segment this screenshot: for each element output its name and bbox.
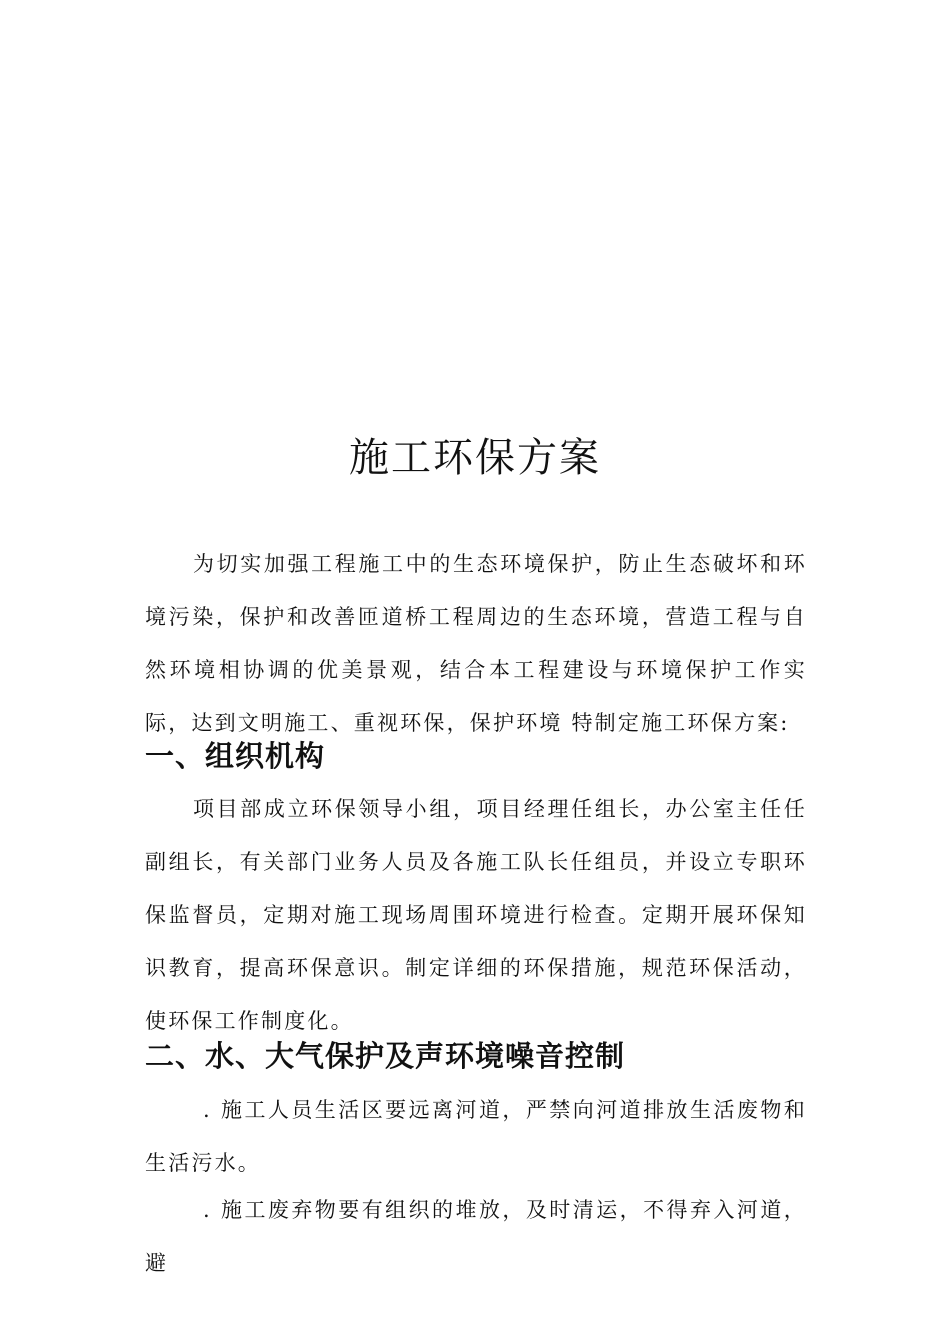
organization-paragraph: 项目部成立环保领导小组，项目经理任组长，办公室主任任副组长，有关部门业务人员及各施工队长任组员，并设立专职环保监督员，定期对施工现场周围环境进行检查。定期开展环保知识教育，提高环保意识。制定详细的环保措施，规范环保活动，使环保工作制度化。 (145, 797, 807, 1033)
section-heading-water-air-noise: 二、水、大气保护及声环境噪音控制 (145, 1039, 626, 1073)
intro-paragraph: 为切实加强工程施工中的生态环境保护，防止生态破坏和环境污染，保护和改善匝道桥工程周边的生态环境，营造工程与自然环境相协调的优美景观，结合本工程建设与环境保护工作实际，达到文明施工、重视环保，保护环境 特制定施工环保方案: (145, 552, 807, 735)
section-heading-organization: 一、组织机构 (145, 739, 326, 773)
list-item: . 施工废弃物要有组织的堆放，及时清运，不得弃入河道，避 (145, 1198, 807, 1275)
document-title: 施工环保方案 (349, 435, 601, 481)
list-item: . 施工人员生活区要远离河道，严禁向河道排放生活废物和生活污水。 (145, 1098, 807, 1175)
